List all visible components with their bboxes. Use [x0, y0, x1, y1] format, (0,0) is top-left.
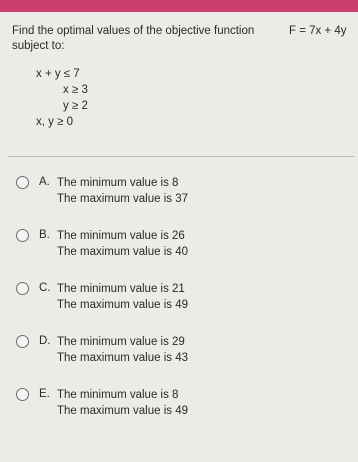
option-max-text: The maximum value is 49 — [57, 405, 189, 417]
constraint-nonneg: x, y ≥ 0 — [36, 116, 73, 128]
answer-option-d[interactable] — [0, 334, 358, 372]
option-min-text: The minimum value is 26 — [57, 230, 185, 242]
answer-option-b[interactable] — [0, 228, 358, 266]
option-max-text: The maximum value is 49 — [57, 299, 189, 311]
option-min-text: The minimum value is 8 — [57, 177, 179, 189]
radio-button[interactable] — [16, 388, 29, 401]
radio-button[interactable] — [16, 335, 29, 348]
option-max-text: The maximum value is 43 — [57, 352, 189, 364]
constraint-x: x ≥ 3 — [63, 84, 88, 96]
answer-option-e[interactable] — [0, 387, 358, 425]
answer-option-a[interactable] — [0, 175, 358, 213]
option-max-text: The maximum value is 37 — [57, 193, 189, 205]
constraint-y: y ≥ 2 — [63, 100, 88, 112]
answer-option-c[interactable] — [0, 281, 358, 319]
radio-button[interactable] — [16, 229, 29, 242]
question-text: Find the optimal values of the objective function — [12, 25, 255, 37]
radio-button[interactable] — [16, 282, 29, 295]
option-letter: D. — [39, 335, 51, 347]
question-prompt — [12, 24, 352, 54]
question-subject-to: subject to: — [12, 40, 65, 52]
divider — [8, 156, 354, 157]
objective-function: F = 7x + 4y — [289, 25, 347, 37]
option-letter: A. — [39, 176, 50, 188]
option-letter: E. — [39, 388, 50, 400]
option-min-text: The minimum value is 21 — [57, 283, 185, 295]
constraint-sum: x + y ≤ 7 — [36, 68, 80, 80]
top-accent-bar — [0, 0, 358, 12]
option-letter: C. — [39, 282, 51, 294]
option-max-text: The maximum value is 40 — [57, 246, 189, 258]
radio-button[interactable] — [16, 176, 29, 189]
option-min-text: The minimum value is 8 — [57, 389, 179, 401]
option-min-text: The minimum value is 29 — [57, 336, 185, 348]
option-letter: B. — [39, 229, 50, 241]
